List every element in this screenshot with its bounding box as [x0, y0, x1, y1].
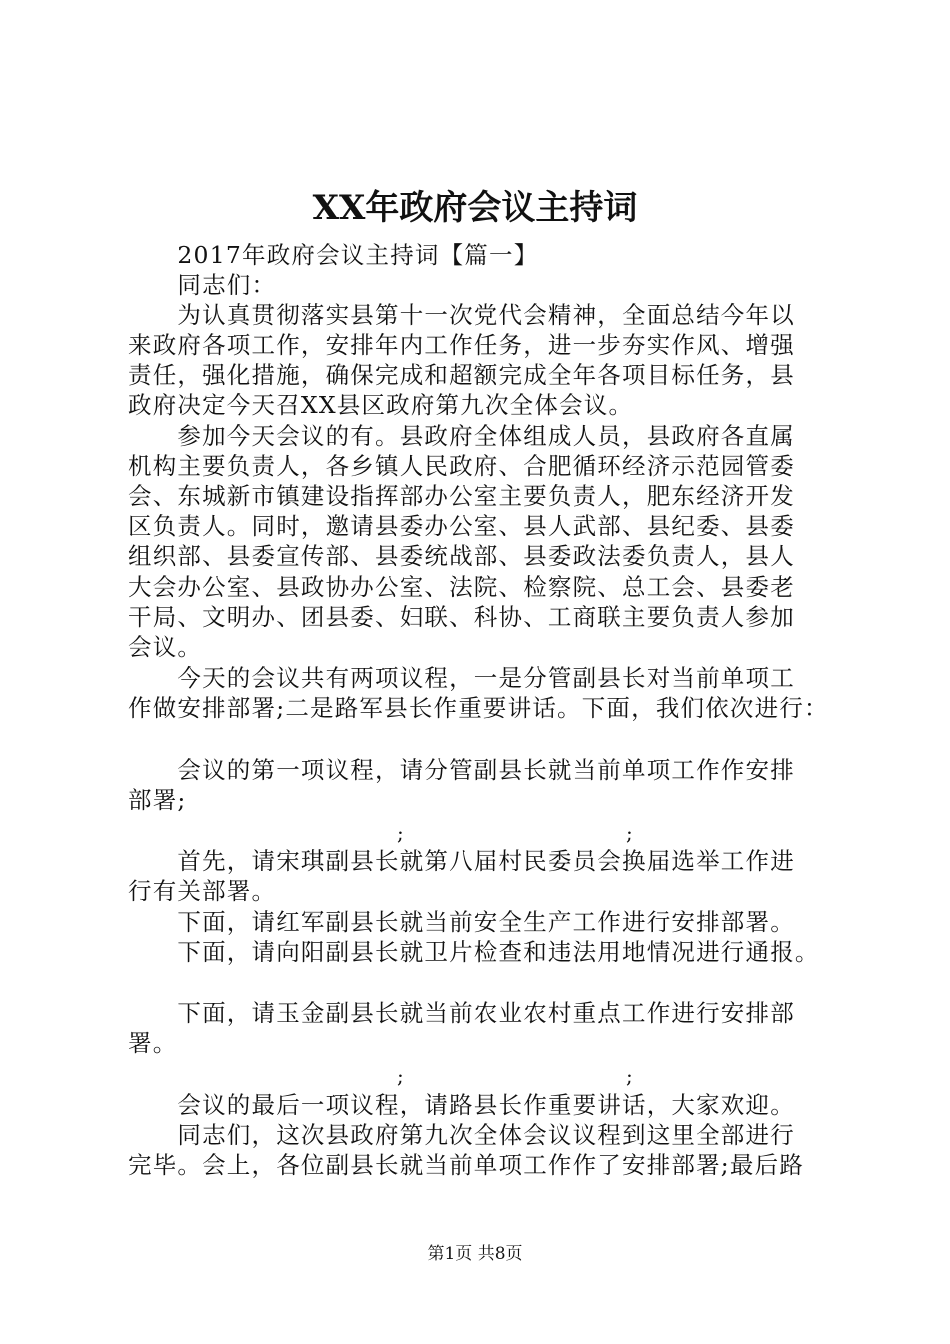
- body-line: 为认真贯彻落实县第十一次党代会精神，全面总结今年以: [128, 301, 795, 329]
- body-line: 下面，请向阳副县长就卫片检查和违法用地情况进行通报。: [128, 938, 820, 966]
- body-line: 行有关部署。: [128, 877, 277, 905]
- body-line: 2017年政府会议主持词【篇一】: [128, 241, 539, 269]
- separator-semicolon: ;: [397, 821, 404, 845]
- body-line: 部署;: [128, 786, 187, 814]
- body-line: 会议的最后一项议程，请路县长作重要讲话，大家欢迎。: [128, 1091, 795, 1119]
- body-line: 首先，请宋琪副县长就第八届村民委员会换届选举工作进: [128, 847, 795, 875]
- body-line: 参加今天会议的有。县政府全体组成人员，县政府各直属: [128, 422, 795, 450]
- body-line: 署。: [128, 1029, 178, 1057]
- body-line: 大会办公室、县政协办公室、法院、检察院、总工会、县委老: [128, 573, 795, 601]
- body-line: 干局、文明办、团县委、妇联、科协、工商联主要负责人参加: [128, 603, 795, 631]
- body-line: 同志们：: [128, 271, 277, 299]
- document-title: XX年政府会议主持词: [312, 188, 638, 228]
- body-line: 政府决定今天召XX县区政府第九次全体会议。: [128, 391, 634, 419]
- body-line: 同志们，这次县政府第九次全体会议议程到这里全部进行: [128, 1121, 795, 1149]
- body-line: 组织部、县委宣传部、县委统战部、县委政法委负责人，县人: [128, 542, 795, 570]
- body-line: 机构主要负责人，各乡镇人民政府、合肥循环经济示范园管委: [128, 452, 795, 480]
- body-line: 责任，强化措施，确保完成和超额完成全年各项目标任务，县: [128, 361, 795, 389]
- body-line: 区负责人。同时，邀请县委办公室、县人武部、县纪委、县委: [128, 512, 795, 540]
- separator-semicolon: ;: [397, 1064, 404, 1088]
- body-line: 作做安排部署;二是路军县长作重要讲话。下面，我们依次进行：: [128, 694, 829, 722]
- page-footer: 第1页 共8页: [427, 1244, 523, 1264]
- body-line: 完毕。会上，各位副县长就当前单项工作作了安排部署;最后路: [128, 1151, 805, 1179]
- body-line: 今天的会议共有两项议程，一是分管副县长对当前单项工: [128, 664, 795, 692]
- body-line: 来政府各项工作，安排年内工作任务，进一步夯实作风、增强: [128, 331, 795, 359]
- body-line: 会议。: [128, 633, 203, 661]
- separator-semicolon: ;: [626, 821, 633, 845]
- body-line: 会议的第一项议程，请分管副县长就当前单项工作作安排: [128, 756, 795, 784]
- body-line: 下面，请红军副县长就当前安全生产工作进行安排部署。: [128, 908, 795, 936]
- body-line: 下面，请玉金副县长就当前农业农村重点工作进行安排部: [128, 999, 795, 1027]
- separator-semicolon: ;: [626, 1064, 633, 1088]
- body-line: 会、东城新市镇建设指挥部办公室主要负责人，肥东经济开发: [128, 482, 795, 510]
